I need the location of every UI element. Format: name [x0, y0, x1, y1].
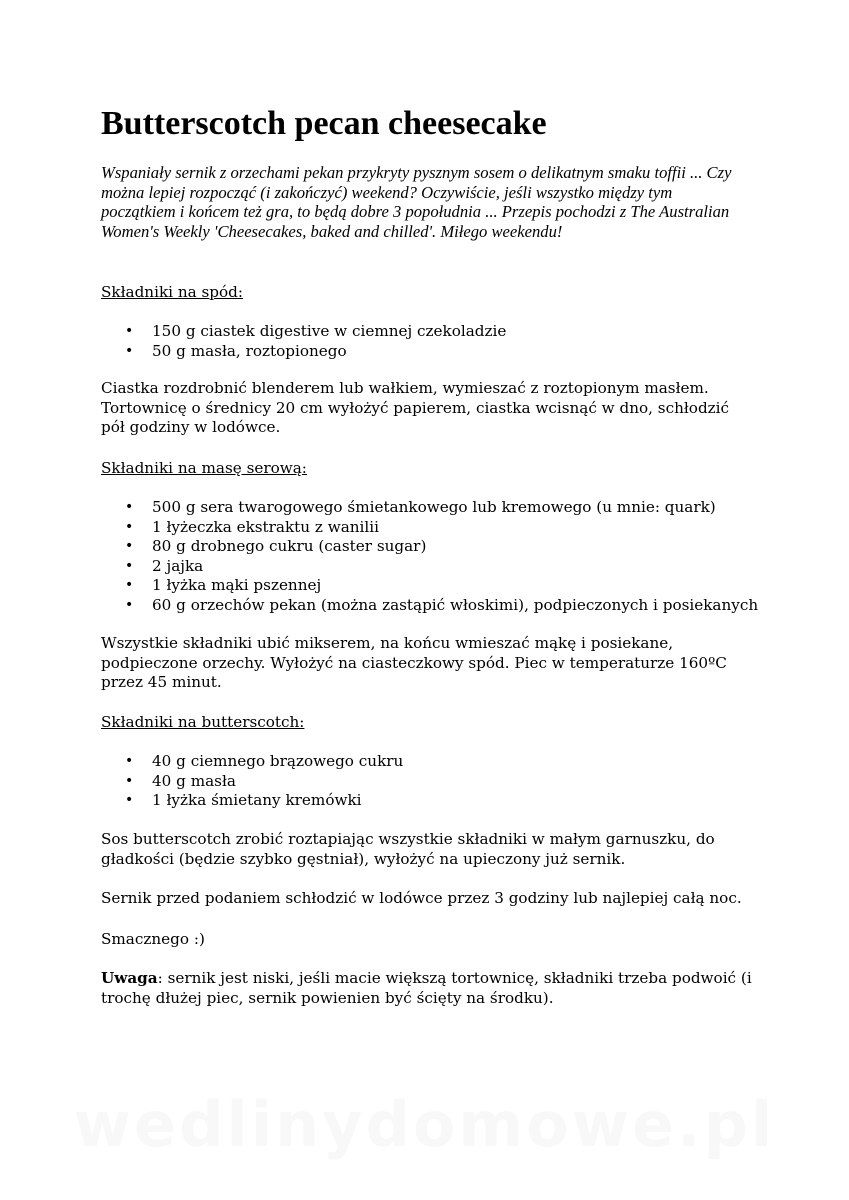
instructions-cheese: Wszystkie składniki ubić mikserem, na końcu wmieszać mąkę i posiekane, podpieczone orzechy. Wyłożyć na ciasteczkowy spód. Piec w temperaturze 160ºC przez 45 minut. [101, 634, 727, 691]
note-label: Uwaga [101, 969, 158, 987]
list-item: • 80 g drobnego cukru (caster sugar) [101, 537, 758, 557]
intro-paragraph: Wspaniały sernik z orzechami pekan przykryty pysznym sosem o delikatnym smaku toffii ... Czy można lepiej rozpocząć (i zakończyć) weekend? Oczywiście, jeśli wszystko między tym początkiem i końcem też gra, to będą dobre 3 popołudnia ... Przepis pochodzi z The Australian Women's Weekly 'Cheesecakes, baked and chilled'. Miłego weekendu! [101, 163, 732, 241]
watermark-text: wedlinydomowe.pl [73, 1088, 776, 1161]
list-item: • 150 g ciastek digestive w ciemnej czekoladzie [101, 322, 506, 342]
ingredient-list-butterscotch [101, 752, 403, 811]
ingredient-list-cheese [101, 498, 758, 615]
instructions-base: Ciastka rozdrobnić blenderem lub wałkiem, wymieszać z roztopionym masłem. Tortownicę o średnicy 20 cm wyłożyć papierem, ciastka wcisnąć w dno, schłodzić pół godziny w lodówce. [101, 379, 730, 436]
note-paragraph [101, 969, 781, 1008]
ingredient-list-base [101, 322, 506, 361]
note-text: : sernik jest niski, jeśli macie większą tortownicę, składniki trzeba podwoić (i trochę dłużej piec, sernik powienien być ścięty na środku). [101, 969, 752, 1007]
chill-note: Sernik przed podaniem schłodzić w lodówce przez 3 godziny lub najlepiej całą noc. [101, 889, 742, 907]
list-item: • 50 g masła, roztopionego [101, 342, 506, 362]
list-item: • 2 jajka [101, 557, 758, 577]
list-item: • 40 g ciemnego brązowego cukru [101, 752, 403, 772]
list-item: • 1 łyżka śmietany kremówki [101, 791, 403, 811]
list-item: • 1 łyżka mąki pszennej [101, 576, 758, 596]
closing-text: Smacznego :) [101, 930, 205, 948]
list-item: • 40 g masła [101, 772, 403, 792]
recipe-title: Butterscotch pecan cheesecake [101, 105, 547, 142]
list-item: • 500 g sera twarogowego śmietankowego lub kremowego (u mnie: quark) [101, 498, 758, 518]
section-heading-cheese: Składniki na masę serową: [101, 459, 307, 477]
section-heading-butterscotch: Składniki na butterscotch: [101, 713, 305, 731]
list-item: • 60 g orzechów pekan (można zastąpić włoskimi), podpieczonych i posiekanych [101, 596, 758, 616]
section-heading-base: Składniki na spód: [101, 283, 243, 301]
list-item: • 1 łyżeczka ekstraktu z wanilii [101, 518, 758, 538]
instructions-butterscotch: Sos butterscotch zrobić roztapiając wszystkie składniki w małym garnuszku, do gładkości (będzie szybko gęstniał), wyłożyć na upieczony już sernik. [101, 830, 715, 868]
